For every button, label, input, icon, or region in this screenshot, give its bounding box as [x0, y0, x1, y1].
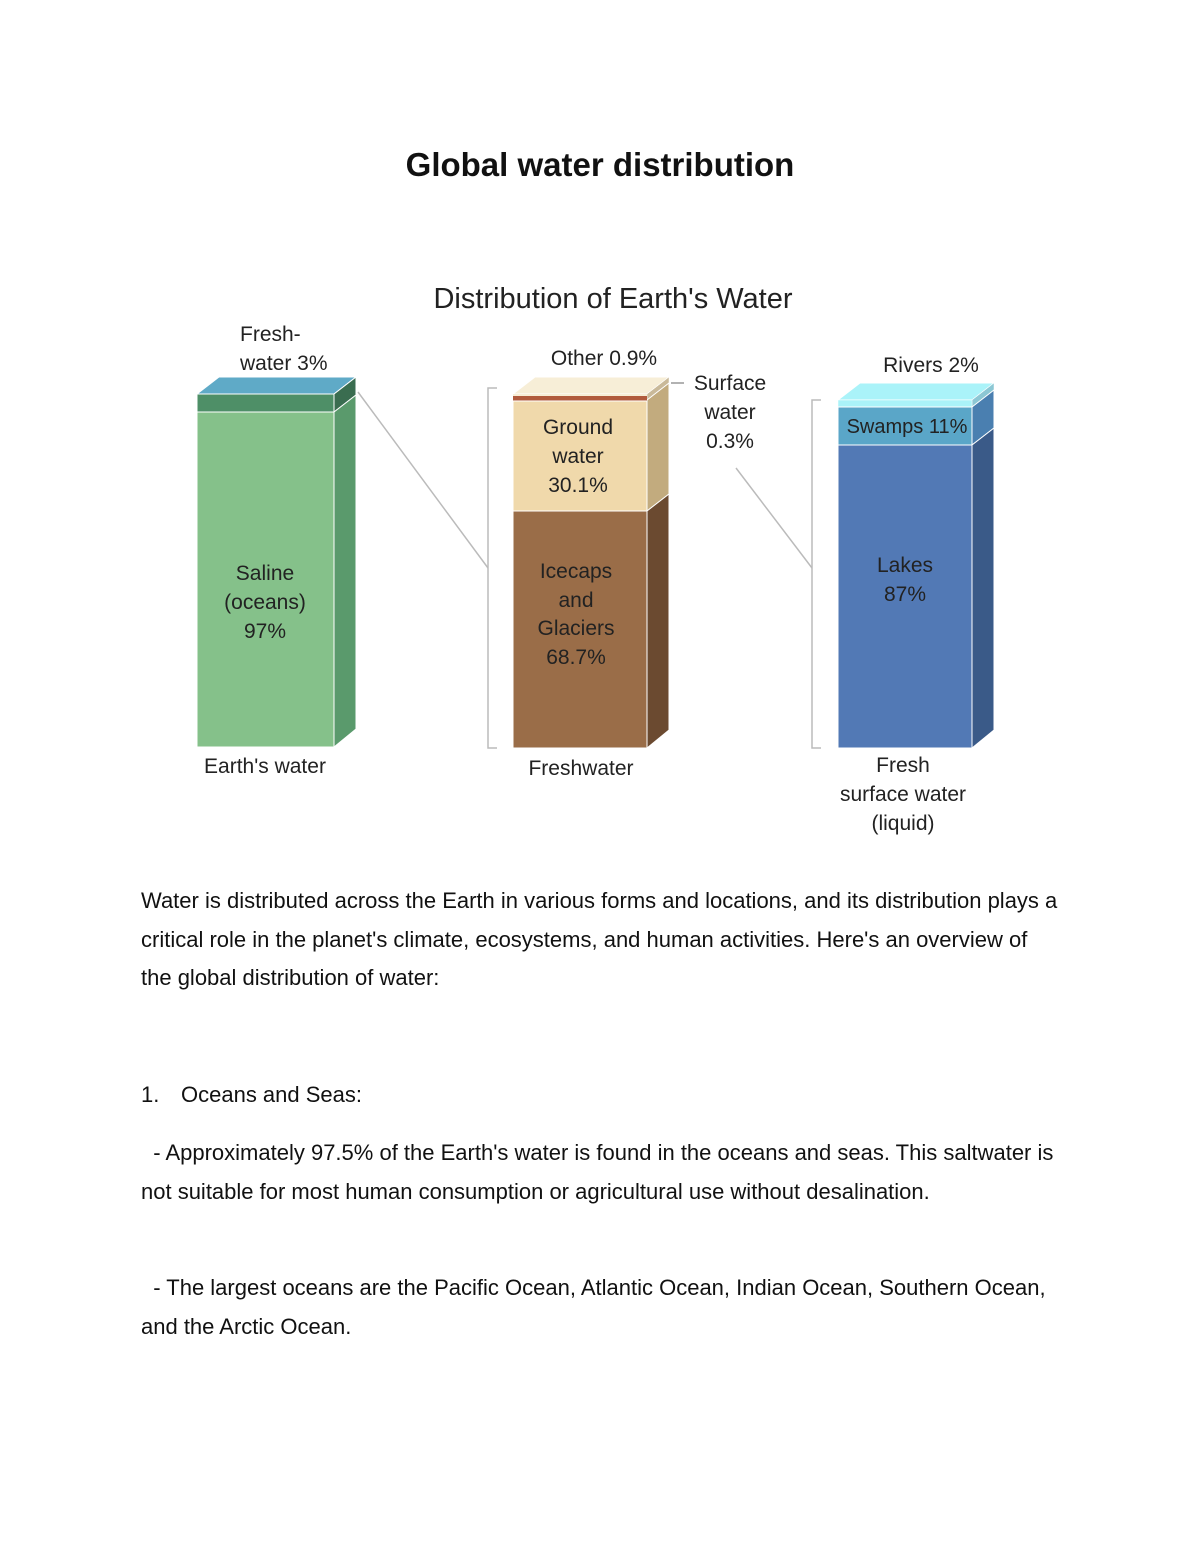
icecaps-label-line-2: and: [558, 589, 594, 612]
water-distribution-figure: [0, 270, 1200, 850]
connector-line-2: [736, 468, 812, 568]
bar-segment-other-0-9: [513, 394, 647, 396]
bullet-oceans-percentage: [141, 1134, 1061, 1211]
earths-water-axis-label: Earth's water: [204, 755, 326, 778]
other-0-9-label: Other 0.9%: [550, 347, 658, 370]
freshwater-side-ground: [647, 383, 669, 511]
earths-water-top-face: [197, 377, 356, 394]
fresh-surface-water-bar: [838, 383, 994, 748]
document-title: Global water distribution: [405, 146, 795, 183]
freshwater-side-ice: [647, 494, 669, 748]
bullet-largest-oceans: [141, 1269, 1061, 1346]
fresh-surface-axis-label-line-2: surface water: [839, 783, 967, 806]
figure-title: Distribution of Earth's Water: [433, 283, 793, 315]
lakes-label-line-2: 87%: [883, 583, 927, 606]
list-item-number: 1.: [141, 1082, 160, 1107]
fresh-surface-axis-label-line-3: (liquid): [871, 812, 935, 835]
freshwater-axis-label: Freshwater: [528, 757, 634, 780]
intro-paragraph: Water is distributed across the Earth in various forms and locations, and its distribution plays a critical role in the planet's climate, ecosystems, and human activities. Here's an overview of the global distribution of water:: [141, 888, 1058, 990]
saline-label-line-3: 97%: [243, 620, 287, 643]
icecaps-label-line-1: Icecaps: [539, 560, 613, 583]
freshwater-bracket: [488, 388, 497, 748]
groundwater-label-line-1: Ground: [542, 416, 614, 439]
freshwater-3-label-line-1: Fresh-: [240, 323, 301, 346]
surface-water-label-line-1: Surface: [693, 372, 767, 395]
connector-line-1: [358, 392, 488, 568]
list-item-oceans-heading: [141, 1076, 1061, 1115]
icecaps-label-line-4: 68.7%: [546, 646, 606, 669]
bar-segment-rivers-2: [838, 400, 972, 407]
freshwater-top-face: [513, 377, 669, 394]
fresh-surface-bracket: [812, 400, 821, 748]
water-distribution-chart: [0, 270, 1200, 850]
icecaps-label-line-3: Glaciers: [537, 617, 615, 640]
groundwater-label-line-2: water: [552, 445, 604, 468]
surface-water-label-line-2: water: [704, 401, 756, 424]
bar-segment-surface-0-3: [513, 396, 647, 401]
freshwater-3-label-line-2: water 3%: [240, 352, 328, 375]
groundwater-label-line-3: 30.1%: [548, 474, 608, 497]
freshwater-bar: [513, 377, 669, 748]
earths-water-side-saline: [334, 395, 356, 747]
fresh-surface-side-lakes: [972, 428, 994, 748]
bullet-oceans-percentage-text: - Approximately 97.5% of the Earth's water is found in the oceans and seas. This saltwater is not suitable for most human consumption or agricultural use without desalination.: [141, 1140, 1054, 1204]
earths-water-bar: [197, 377, 356, 747]
bar-segment-freshwater-3: [197, 394, 334, 412]
lakes-label-line-1: Lakes: [876, 554, 934, 577]
fresh-surface-top-face: [838, 383, 994, 400]
saline-label-line-1: Saline: [235, 562, 295, 585]
saline-label-line-2: (oceans): [224, 591, 306, 614]
surface-water-label-line-3: 0.3%: [706, 430, 754, 453]
bullet-largest-oceans-text: - The largest oceans are the Pacific Ocean, Atlantic Ocean, Indian Ocean, Southern Ocean, and the Arctic Ocean.: [141, 1275, 1046, 1339]
fresh-surface-axis-label-line-1: Fresh: [876, 754, 930, 777]
list-item-heading-text: Oceans and Seas:: [181, 1082, 363, 1107]
swamps-label: Swamps 11%: [846, 416, 968, 438]
rivers-2-label: Rivers 2%: [883, 354, 979, 377]
